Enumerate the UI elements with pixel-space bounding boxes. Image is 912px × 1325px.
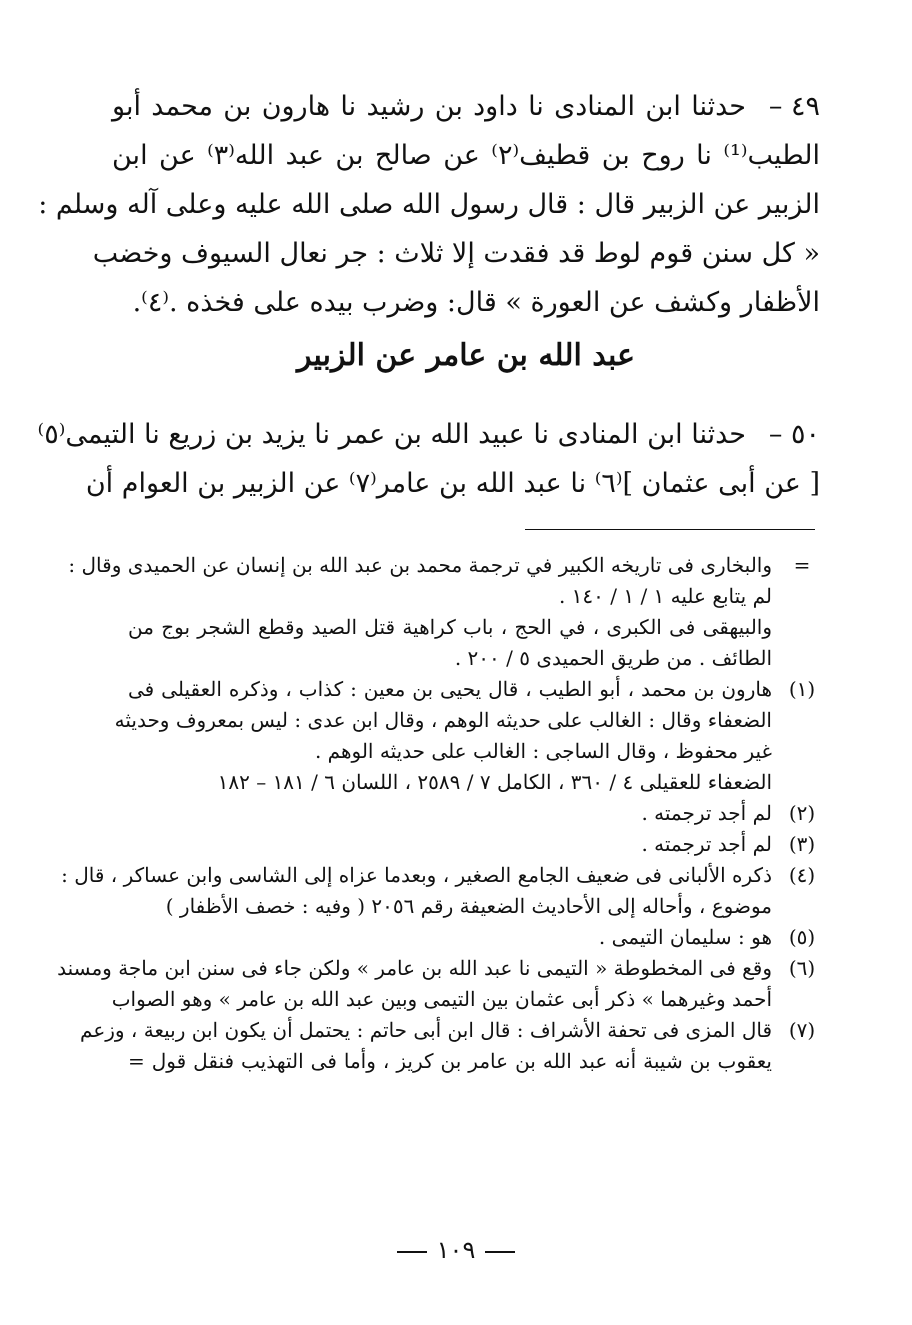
footnote-number: (٧) [788, 1018, 816, 1042]
footnote-continuation [68, 550, 820, 674]
text-line: حدثنا ابن المنادى نا عبيد الله بن عمر نا يزيد بن زريع نا التيمى⁽٥⁾ [37, 419, 746, 450]
footnote-line: لم أجد ترجمته . [641, 801, 772, 825]
footnote-6 [57, 953, 820, 1015]
footnote-line: موضوع ، وأحاله إلى الأحاديث الضعيفة رقم ٢٠٥٦ ( وفيه : خصف الأظفار ) [165, 894, 772, 918]
main-text-2 [37, 410, 820, 508]
footnote-line: والبخارى فى تاريخه الكبير في ترجمة محمد بن عبد الله بن إنسان عن الحميدى وقال : [68, 553, 772, 577]
footnote-number: (٥) [788, 925, 816, 949]
page-number-dash [485, 1251, 515, 1253]
main-text [38, 82, 821, 327]
footnotes [57, 550, 820, 1077]
hadith-49 [112, 82, 820, 131]
hadith-number: ٤٩ – [768, 91, 820, 122]
footnote-line: غير محفوظ ، وقال الساجى : الغالب على حديثه الوهم . [314, 739, 772, 763]
footnote-line: هو : سليمان التيمى . [598, 925, 772, 949]
page-number-value: ١٠٩ [436, 1236, 476, 1264]
footnote-number: (١) [788, 677, 816, 701]
text-line: الأظفار وكشف عن العورة » قال: وضرب بيده على فخذه .⁽٤⁾. [132, 287, 820, 318]
footnote-separator [525, 529, 815, 530]
footnote-line: يعقوب بن شيبة أنه عبد الله بن عامر بن كريز ، وأما فى التهذيب فنقل قول = [128, 1049, 772, 1073]
text-line: حدثنا ابن المنادى نا داود بن رشيد نا هارون بن محمد أبو [112, 91, 746, 122]
text-line: الطيب⁽¹⁾ نا روح بن قطيف⁽٢⁾ عن صالح بن عبد الله⁽٣⁾ عن ابن [112, 140, 821, 171]
text-line: [ عن أبى عثمان ]⁽٦⁾ نا عبد الله بن عامر⁽٧⁾ عن الزبير بن العوام أن [85, 468, 820, 499]
footnote-5 [128, 922, 820, 953]
footnote-line: لم يتابع عليه ١ / ١ / ١٤٠ . [558, 584, 772, 608]
text-line: الزبير عن الزبير قال : قال رسول الله صلى الله عليه وعلى آله وسلم : [38, 189, 820, 220]
footnote-line: الضعفاء وقال : الغالب على حديثه الوهم ، وقال ابن عدى : ليس بمعروف وحديثه [114, 708, 772, 732]
footnote-2 [128, 798, 820, 829]
footnote-number: (٤) [788, 863, 816, 887]
footnote-line: الطائف . من طريق الحميدى ٥ / ٢٠٠ . [454, 646, 772, 670]
continuation-marker: = [793, 553, 811, 577]
page-number [0, 1233, 912, 1267]
footnote-number: (٢) [788, 801, 816, 825]
footnote-line: أحمد وغيرهما » ذكر أبى عثمان بين التيمى وبين عبد الله بن عامر » وهو الصواب [111, 987, 772, 1011]
footnote-line: وقع فى المخطوطة « التيمى نا عبد الله بن عامر » ولكن جاء فى سنن ابن ماجة ومسند [57, 956, 772, 980]
footnote-4 [61, 860, 820, 922]
footnote-7 [80, 1015, 820, 1077]
footnote-line: الضعفاء للعقيلى ٤ / ٣٦٠ ، الكامل ٧ / ٢٥٨٩ ، اللسان ٦ / ١٨١ – ١٨٢ [217, 770, 772, 794]
footnote-line: هارون بن محمد ، أبو الطيب ، قال يحيى بن معين : كذاب ، وذكره العقيلى فى [128, 677, 772, 701]
footnote-line: ذكره الألبانى فى ضعيف الجامع الصغير ، وبعدما عزاه إلى الشاسى وابن عساكر ، قال : [61, 863, 772, 887]
footnote-number: (٣) [788, 832, 816, 856]
footnote-line: قال المزى فى تحفة الأشراف : قال ابن أبى حاتم : يحتمل أن يكون ابن ربيعة ، وزعم [80, 1018, 772, 1042]
footnote-line: لم أجد ترجمته . [641, 832, 772, 856]
hadith-50 [37, 410, 820, 459]
hadith-number: ٥٠ – [768, 419, 820, 450]
page-number-dash [397, 1251, 427, 1253]
footnote-1 [114, 674, 820, 798]
footnote-3 [128, 829, 820, 860]
text-line: « كل سنن قوم لوط قد فقدت إلا ثلاث : جر نعال السيوف وخضب [92, 238, 820, 269]
section-heading: عبد الله بن عامر عن الزبير [297, 338, 635, 373]
footnote-line: والبيهقى فى الكبرى ، في الحج ، باب كراهية قتل الصيد وقطع الشجر بوج من [128, 615, 772, 639]
footnote-number: (٦) [788, 956, 816, 980]
